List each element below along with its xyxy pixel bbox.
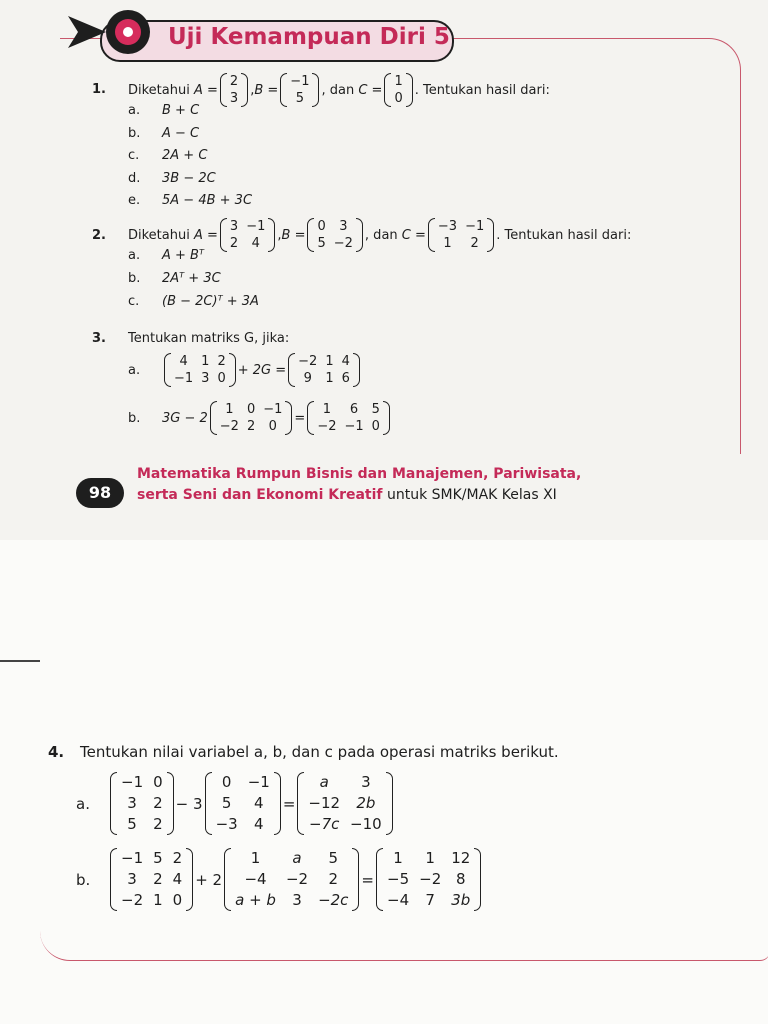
item-expression: B + C: [162, 103, 200, 118]
matrix-cell: 9: [303, 371, 312, 386]
matrix-cell: −3: [437, 219, 458, 234]
matrix-cell: −12: [308, 794, 341, 812]
q1-statement: Diketahui A = 2 3 , B = −1 5 , dan C = 1 0 . Tentukan hasil dari:: [128, 74, 550, 106]
matrix-cell: 2: [470, 236, 479, 251]
matrix-cell: 7: [425, 891, 435, 909]
q4a-op: − 3: [175, 794, 203, 813]
q1-intro: Diketahui: [128, 82, 190, 98]
item-expression: A + Bᵀ: [162, 248, 204, 263]
matrix-cell: 0: [246, 402, 256, 417]
q3a-label: a.: [128, 362, 141, 378]
item-expression: 3B − 2C: [162, 170, 216, 186]
matrix-cell: 2: [246, 419, 256, 434]
matrix-q2-C: [428, 218, 494, 252]
matrix-cell: −2: [121, 891, 144, 909]
q3b-mid: =: [294, 410, 306, 426]
matrix-cell: 3: [229, 91, 239, 106]
matrix-cell: −2: [298, 354, 318, 369]
matrix-cell: 5: [153, 849, 163, 867]
matrix-cell: 3: [127, 870, 137, 888]
matrix-q4b-2: [224, 848, 359, 911]
item-label: b.: [128, 271, 141, 286]
matrix-cell: −2: [419, 870, 442, 888]
matrix-cell: 1: [393, 849, 403, 867]
matrix-cell: −1: [290, 74, 310, 89]
book-title-rest: untuk SMK/MAK Kelas XI: [382, 487, 557, 503]
matrix-q1-A: [220, 73, 248, 107]
matrix-q2-B: [307, 218, 362, 252]
q2-instruction: . Tentukan hasil dari:: [496, 227, 632, 243]
matrix-q4a-1: [110, 772, 174, 835]
item-label: c.: [128, 148, 140, 163]
matrix-cell: −2: [219, 419, 239, 434]
matrix-cell: −7c: [309, 815, 340, 833]
matrix-cell: 0: [317, 219, 326, 234]
matrix-cell: 1: [325, 354, 334, 369]
q3b-equation: [128, 401, 392, 435]
matrix-cell: −4: [244, 870, 267, 888]
matrix-cell: −4: [387, 891, 410, 909]
matrix-q1-C: [384, 73, 412, 107]
matrix-cell: 0: [217, 371, 226, 386]
item-expression: 5A − 4B + 3C: [162, 193, 253, 208]
matrix-q4a-3: [297, 772, 392, 835]
matrix-cell: 5: [221, 794, 232, 812]
q3-number: 3.: [92, 331, 106, 346]
matrix-cell: 0: [371, 419, 380, 434]
matrix-cell: 4: [341, 354, 350, 369]
matrix-cell: −5: [387, 870, 410, 888]
matrix-cell: −10: [350, 815, 382, 833]
q3b-pre: 3G − 2: [162, 410, 208, 426]
matrix-q3a-right: [288, 353, 360, 387]
matrix-cell: 8: [456, 870, 466, 888]
matrix-cell: 4: [253, 794, 264, 812]
matrix-cell: −1: [246, 219, 266, 234]
q1-instruction: . Tentukan hasil dari:: [414, 82, 550, 98]
item-label: b.: [128, 125, 141, 141]
matrix-cell: −1: [121, 773, 144, 791]
item-label: a.: [128, 103, 141, 118]
matrix-q4a-2: [205, 772, 281, 835]
matrix-q3b-right: [307, 401, 390, 435]
bottom-frame: [40, 930, 768, 961]
matrix-cell: 4: [179, 354, 188, 369]
item-label: c.: [128, 294, 140, 309]
item-expression: (B − 2C)ᵀ + 3A: [162, 294, 259, 309]
matrix-cell: 4: [251, 236, 260, 251]
matrix-cell: 1: [394, 74, 403, 89]
matrix-cell: −1: [121, 849, 144, 867]
item-label: d.: [128, 170, 141, 186]
matrix-cell: 3: [201, 371, 210, 386]
book-title-line1: Matematika Rumpun Bisnis dan Manajemen, Pariwisata,: [137, 466, 582, 482]
book-title-line2: [137, 487, 557, 503]
q4-text: Tentukan nilai variabel a, b, dan c pada operasi matriks berikut.: [80, 743, 559, 761]
matrix-cell: 3: [127, 794, 137, 812]
matrix-q4b-3: [376, 848, 481, 911]
matrix-cell: 2: [153, 870, 163, 888]
matrix-cell: 3: [361, 773, 371, 791]
matrix-cell: 6: [349, 402, 359, 417]
q2-statement: Diketahui A = 3 −1 2 4 , B = 0 3 5 −2 , dan C = −3 −1 1 2 . Tentukan hasil dari:: [128, 219, 632, 251]
item-expression: 2A + C: [162, 148, 208, 163]
matrix-cell: −1: [263, 402, 283, 417]
q2-and: , dan: [364, 227, 398, 243]
matrix-q3b-left: [210, 401, 293, 435]
book-title-bold: serta Seni dan Ekonomi Kreatif: [137, 487, 383, 503]
matrix-q1-B: [280, 73, 319, 107]
matrix-cell: 2: [217, 354, 226, 369]
q4a-label: a.: [76, 794, 90, 813]
item-expression: A − C: [162, 125, 200, 141]
matrix-cell: 3b: [451, 891, 471, 909]
matrix-cell: −2: [333, 236, 353, 251]
item-expression: 2Aᵀ + 3C: [162, 271, 221, 286]
matrix-cell: 0: [153, 773, 163, 791]
matrix-cell: −2: [285, 870, 309, 888]
matrix-cell: 1: [225, 402, 234, 417]
page-number-badge: 98: [76, 478, 124, 508]
matrix-q4b-1: [110, 848, 193, 911]
matrix-cell: 2: [328, 870, 339, 888]
matrix-cell: 3: [229, 219, 239, 234]
matrix-cell: 1: [201, 354, 210, 369]
matrix-cell: 6: [341, 371, 350, 386]
matrix-cell: 4: [172, 870, 183, 888]
matrix-cell: −3: [215, 815, 238, 833]
matrix-cell: −2c: [318, 891, 349, 909]
matrix-cell: a + b: [235, 891, 276, 909]
matrix-cell: 3: [292, 891, 302, 909]
matrix-cell: 3: [339, 219, 348, 234]
item-label: e.: [128, 193, 141, 208]
q4b-label: b.: [76, 870, 91, 889]
matrix-cell: a: [319, 773, 329, 791]
item-label: a.: [128, 248, 141, 263]
q1-and: , dan: [321, 82, 355, 98]
page-divider: [0, 660, 40, 662]
q3a-mid: + 2G =: [237, 362, 287, 378]
matrix-q2-A: [220, 218, 275, 252]
matrix-cell: 5: [127, 815, 137, 833]
matrix-cell: 1: [325, 371, 334, 386]
matrix-cell: 1: [153, 891, 163, 909]
q4a-equation: [76, 772, 395, 835]
matrix-cell: 5: [371, 402, 380, 417]
matrix-cell: −2: [317, 419, 337, 434]
matrix-cell: 0: [394, 91, 403, 106]
q4-number: 4.: [48, 743, 65, 761]
matrix-cell: −1: [344, 419, 364, 434]
matrix-cell: 1: [250, 849, 261, 867]
matrix-cell: −1: [465, 219, 485, 234]
matrix-q3a-left: [164, 353, 236, 387]
q4b-equation: [76, 848, 483, 911]
q2-intro: Diketahui: [128, 227, 190, 243]
matrix-cell: 12: [451, 849, 471, 867]
matrix-cell: 5: [295, 91, 305, 106]
q4a-eq: =: [282, 794, 296, 813]
matrix-cell: 2: [229, 236, 239, 251]
matrix-cell: 0: [268, 419, 277, 434]
matrix-cell: 0: [172, 891, 183, 909]
matrix-cell: 2b: [356, 794, 376, 812]
q3a-equation: [128, 353, 362, 387]
matrix-cell: a: [292, 849, 302, 867]
matrix-cell: 4: [253, 815, 264, 833]
q3b-label: b.: [128, 410, 141, 426]
matrix-cell: −1: [174, 371, 194, 386]
matrix-cell: 1: [425, 849, 435, 867]
q2-number: 2.: [92, 228, 106, 243]
q4b-eq: =: [361, 870, 374, 889]
matrix-cell: 1: [443, 236, 452, 251]
matrix-cell: 1: [322, 402, 332, 417]
matrix-cell: 2: [172, 849, 183, 867]
matrix-cell: 5: [328, 849, 339, 867]
q1-number: 1.: [92, 82, 106, 97]
ribbon-bow-icon: [66, 8, 166, 56]
q3-text: Tentukan matriks G, jika:: [128, 331, 290, 346]
matrix-cell: 2: [229, 74, 239, 89]
matrix-cell: −1: [247, 773, 270, 791]
matrix-cell: 5: [317, 236, 326, 251]
section-title: Uji Kemampuan Diri 5: [168, 24, 450, 50]
q4b-op: + 2: [195, 870, 223, 889]
matrix-cell: 2: [153, 794, 163, 812]
matrix-cell: 0: [221, 773, 232, 791]
matrix-cell: 2: [153, 815, 163, 833]
